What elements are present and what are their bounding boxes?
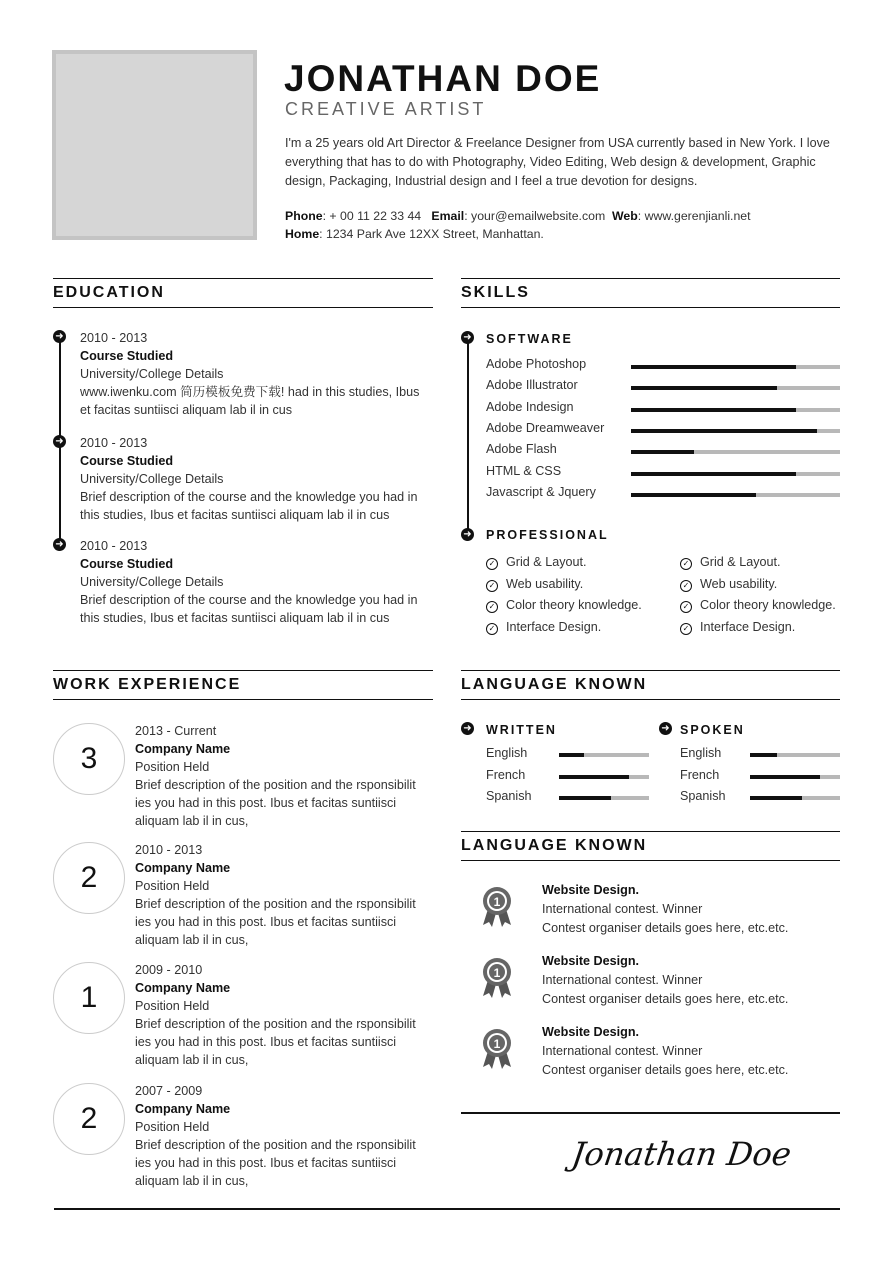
work-company: Company Name [135,1102,231,1116]
language-bar-fill [559,796,611,800]
work-number-circle: 2 [53,1083,125,1155]
skill-name: Adobe Photoshop [486,357,587,371]
profile-photo-placeholder [52,50,257,240]
award-ribbon-icon [480,1027,514,1076]
work-position: Position Held [135,760,210,774]
skill-bar-fill [631,429,817,433]
award-title: Website Design. [542,954,640,968]
professional-skill: Interface Design. [700,619,796,634]
home-label: Home [285,227,320,241]
check-circle-icon: ✓ [680,623,692,635]
skill-name: Javascript & Jquery [486,484,596,499]
work-years: 2009 - 2010 [135,963,203,977]
skill-bar [631,386,840,390]
education-description: www.iwenku.com 简历模板免费下载! had in this studies, Ibus et facitas suntiisci aliquam lab il in cus [80,385,420,417]
skill-bar-fill [631,408,796,412]
email-value: : your@emailwebsite.com [464,209,606,223]
person-role: CREATIVE ARTIST [285,99,487,119]
arrow-right-icon: ➜ [53,435,66,448]
arrow-right-icon: ➜ [461,722,474,735]
award-line: International contest. Winner [542,902,703,916]
work-description: Brief description of the position and the rsponsibilit ies you had in this post. Ibus et facitas suntiisci aliquam lab il in cus, [135,1138,416,1188]
award-line: Contest organiser details goes here, etc.etc. [542,921,789,935]
arrow-right-icon: ➜ [461,331,474,344]
written-label: WRITTEN [486,723,557,737]
professional-label: PROFESSIONAL [486,528,609,542]
language-bar [559,796,649,800]
footer-divider [54,1208,840,1210]
check-circle-icon: ✓ [680,580,692,592]
professional-skill: Web usability. [700,576,778,591]
professional-skill: Interface Design. [506,619,602,634]
award-item [542,952,840,1009]
contact-info [285,207,751,243]
person-name: JONATHAN DOE [284,58,602,99]
skill-bar [631,408,840,412]
language-name: English [680,746,722,760]
work-number-circle: 2 [53,842,125,914]
skill-bar-fill [631,450,694,454]
education-years: 2010 - 2013 [80,331,148,345]
education-title: EDUCATION [53,278,433,308]
check-circle-icon: ✓ [680,601,692,613]
phone-value: : + 00 11 22 33 44 [322,209,422,223]
work-years: 2013 - Current [135,724,217,738]
education-heading: Course Studied [80,349,174,363]
language-bar-fill [750,775,820,779]
check-circle-icon: ✓ [680,558,692,570]
work-years: 2007 - 2009 [135,1084,203,1098]
work-description: Brief description of the position and the rsponsibilit ies you had in this post. Ibus et facitas suntiisci aliquam lab il in cus, [135,778,416,828]
skill-bar-fill [631,365,796,369]
email-label: Email [431,209,465,223]
work-position: Position Held [135,1120,210,1134]
education-heading: Course Studied [80,454,174,468]
skill-name: Adobe Illustrator [486,378,578,393]
award-line: Contest organiser details goes here, etc.etc. [542,1063,789,1077]
work-years: 2010 - 2013 [135,843,203,857]
skill-name: HTML & CSS [486,463,562,478]
education-item [80,434,430,524]
education-subheading: University/College Details [80,367,224,381]
work-description: Brief description of the position and the rsponsibilit ies you had in this post. Ibus et facitas suntiisci aliquam lab il in cus, [135,897,416,947]
skill-bar [631,450,840,454]
skill-bar [631,429,840,433]
work-company: Company Name [135,742,231,756]
education-item [80,537,430,627]
skill-bar [631,493,840,497]
check-circle-icon: ✓ [486,558,498,570]
work-item [135,722,427,830]
awards-title: LANGUAGE KNOWN [461,831,840,861]
web-value: : www.gerenjianli.net [637,209,751,223]
skill-name: Adobe Indesign [486,399,574,414]
signature-divider [461,1112,840,1114]
language-bar-fill [559,775,629,779]
language-bar-fill [750,753,777,757]
education-years: 2010 - 2013 [80,436,148,450]
check-circle-icon: ✓ [486,580,498,592]
language-name: Spanish [486,789,532,803]
work-item [135,841,427,949]
education-years: 2010 - 2013 [80,539,148,553]
education-subheading: University/College Details [80,472,224,486]
skill-bar-fill [631,386,777,390]
arrow-right-icon: ➜ [53,330,66,343]
svg-text:1: 1 [493,966,501,980]
work-number-circle: 3 [53,723,125,795]
award-ribbon-icon [480,885,514,934]
arrow-right-icon: ➜ [461,528,474,541]
work-company: Company Name [135,861,231,875]
language-bar-fill [750,796,802,800]
work-item [135,961,427,1069]
professional-skill: Web usability. [506,576,584,591]
award-item [542,881,840,938]
phone-label: Phone [285,209,323,223]
language-bar [750,753,840,757]
language-name: Spanish [680,789,726,803]
arrow-right-icon: ➜ [53,538,66,551]
work-number-circle: 1 [53,962,125,1034]
work-position: Position Held [135,879,210,893]
skill-bar [631,472,840,476]
award-title: Website Design. [542,1025,640,1039]
skill-name: Adobe Dreamweaver [486,420,605,435]
check-circle-icon: ✓ [486,601,498,613]
language-bar-fill [559,753,584,757]
software-label: SOFTWARE [486,332,573,346]
svg-text:1: 1 [493,1037,501,1051]
language-bar [750,796,840,800]
languages-title: LANGUAGE KNOWN [461,670,840,700]
professional-skill: Grid & Layout. [506,555,587,569]
web-label: Web [612,209,638,223]
skill-bar-fill [631,493,756,497]
award-ribbon-icon [480,956,514,1005]
language-name: English [486,746,528,760]
award-line: International contest. Winner [542,1044,703,1058]
language-name: French [486,767,526,782]
check-circle-icon: ✓ [486,623,498,635]
professional-skill: Color theory knowledge. [506,598,642,612]
language-name: French [680,767,720,782]
work-item [135,1082,427,1190]
award-line: International contest. Winner [542,973,703,987]
home-value: : 1234 Park Ave 12XX Street, Manhattan. [319,227,544,241]
work-experience-title: WORK EXPERIENCE [53,670,433,700]
skill-bar-fill [631,472,796,476]
education-item [80,329,430,419]
skill-bar [631,365,840,369]
svg-text:1: 1 [493,895,501,909]
skill-name: Adobe Flash [486,442,557,457]
about-text: I'm a 25 years old Art Director & Freelance Designer from USA currently based in New York. I love everything that has to do with Photography, Video Editing, Web design & development, Graphic design, Packaging, Industrial design and I feel a true devotion for designs. [285,136,830,188]
work-company: Company Name [135,981,231,995]
signature: Jonathan Doe [569,1135,794,1173]
education-description: Brief description of the course and the knowledge you had in this studies, Ibus et facitas suntiisci aliquam lab il in cus [80,490,418,522]
award-item [542,1023,840,1080]
professional-skill: Grid & Layout. [700,555,781,569]
education-heading: Course Studied [80,557,174,571]
language-bar [750,775,840,779]
award-title: Website Design. [542,883,640,897]
arrow-right-icon: ➜ [659,722,672,735]
professional-skill: Color theory knowledge. [700,598,836,612]
work-position: Position Held [135,999,210,1013]
education-subheading: University/College Details [80,575,224,589]
language-bar [559,753,649,757]
education-description: Brief description of the course and the knowledge you had in this studies, Ibus et facitas suntiisci aliquam lab il in cus [80,593,418,625]
skills-title: SKILLS [461,278,840,308]
work-description: Brief description of the position and the rsponsibilit ies you had in this post. Ibus et facitas suntiisci aliquam lab il in cus, [135,1017,416,1067]
skills-timeline [467,340,469,536]
language-bar [559,775,649,779]
spoken-label: SPOKEN [680,723,745,737]
award-line: Contest organiser details goes here, etc.etc. [542,992,789,1006]
